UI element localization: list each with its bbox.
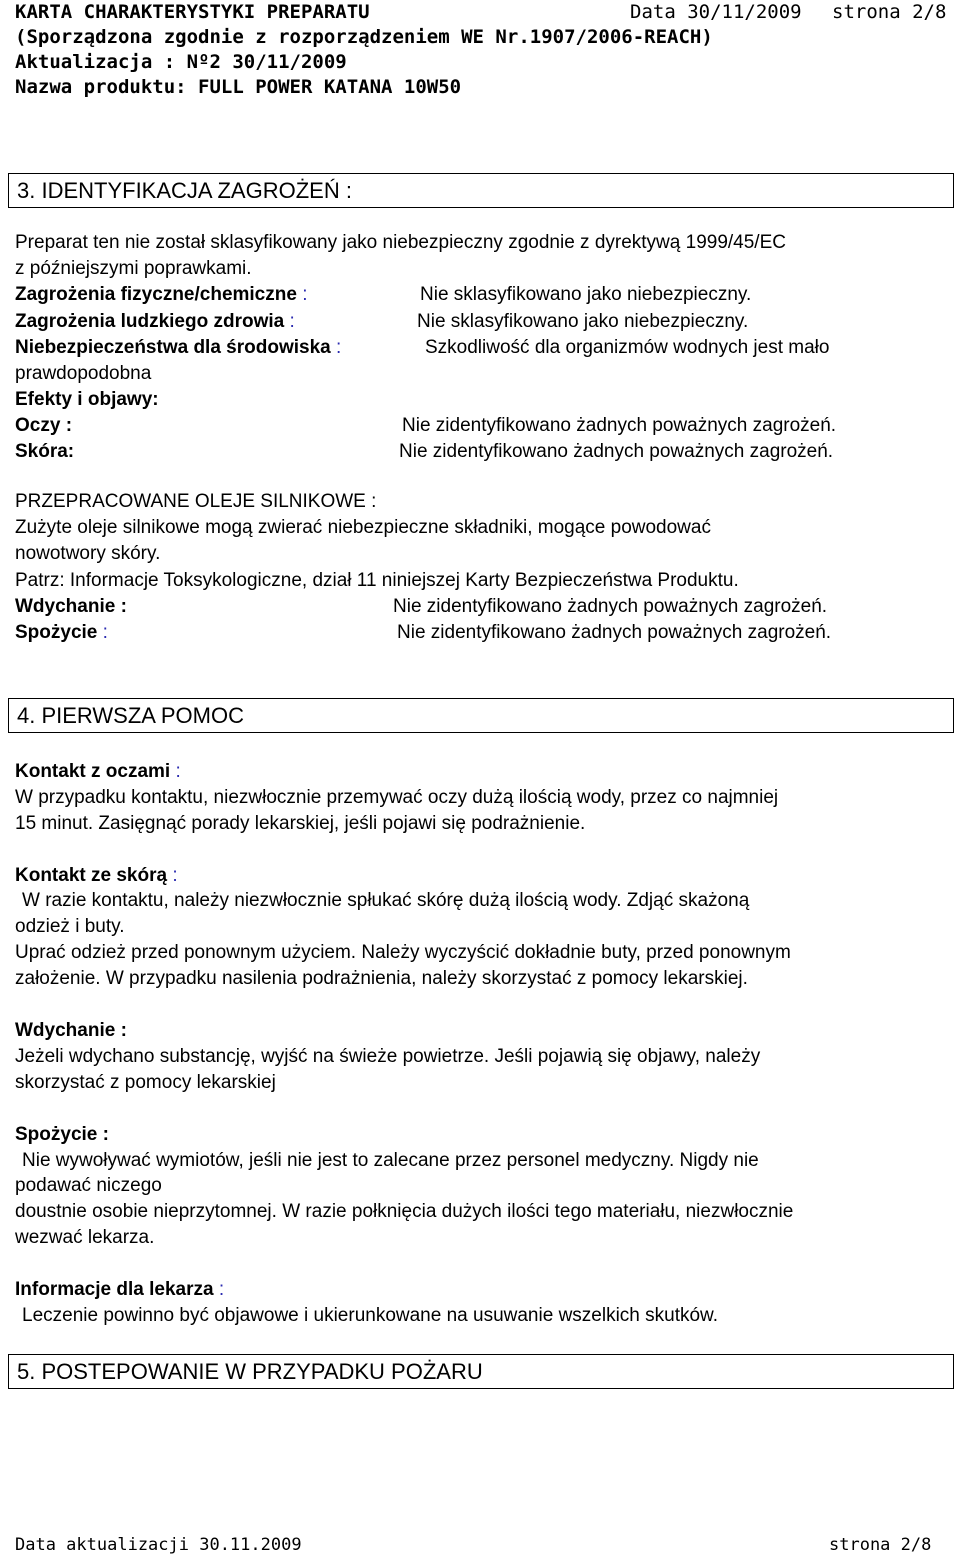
inhalation-aid-label: Wdychanie : [15, 1020, 127, 1041]
doctor-info-label: Informacje dla lekarza : [15, 1279, 225, 1300]
header-update: Aktualizacja : Nº2 30/11/2009 [15, 51, 347, 73]
effects-label: Efekty i objawy: [15, 389, 159, 410]
eye-contact-text-1: W przypadku kontaktu, niezwłocznie przemywać oczy dużą ilością wody, przez co najmniej [15, 787, 779, 808]
skin-contact-text-1: W razie kontaktu, należy niezwłocznie spłukać skórę dużą ilością wody. Zdjąć skażoną [22, 890, 750, 911]
skin-value: Nie zidentyfikowano żadnych poważnych zagrożeń. [399, 441, 834, 462]
eye-contact-label: Kontakt z oczami : [15, 761, 181, 782]
ingestion-label: Spożycie : [15, 622, 108, 643]
skin-contact-text-3: Uprać odzież przed ponownym użyciem. Należy wyczyścić dokładnie buty, przed ponownym [15, 942, 791, 963]
eyes-label: Oczy : [15, 415, 73, 436]
used-oils-text-3: Patrz: Informacje Toksykologiczne, dział 11 niniejszej Karty Bezpieczeństwa Produktu. [15, 570, 739, 591]
ingestion-aid-text-4: wezwać lekarza. [15, 1227, 155, 1248]
doctor-info-text: Leczenie powinno być objawowe i ukierunkowane na usuwanie wszelkich skutków. [22, 1305, 719, 1326]
skin-contact-text-2: odzież i buty. [15, 916, 125, 937]
inhalation-aid-text-2: skorzystać z pomocy lekarskiej [15, 1072, 276, 1093]
used-oils-text-1: Zużyte oleje silnikowe mogą zwierać niebezpieczne składniki, mogące powodować [15, 517, 711, 538]
header-date: Data 30/11/2009 [630, 1, 802, 23]
used-oils-text-2: nowotwory skóry. [15, 543, 161, 564]
ingestion-value: Nie zidentyfikowano żadnych poważnych zagrożeń. [397, 622, 832, 643]
footer-date: Data aktualizacji 30.11.2009 [15, 1535, 302, 1555]
document-title: KARTA CHARAKTERYSTYKI PREPARATU [15, 1, 370, 23]
eye-contact-text-2: 15 minut. Zasięgnąć porady lekarskiej, jeśli pojawi się podrażnienie. [15, 813, 586, 834]
ingestion-aid-label: Spożycie : [15, 1124, 109, 1145]
environment-hazard-label: Niebezpieczeństwa dla środowiska : [15, 337, 342, 358]
header-regulation: (Sporządzona zgodnie z rozporządzeniem WE Nr.1907/2006-REACH) [15, 26, 713, 48]
header-product: Nazwa produktu: FULL POWER KATANA 10W50 [15, 76, 462, 98]
inhalation-value: Nie zidentyfikowano żadnych poważnych zagrożeń. [393, 596, 828, 617]
physical-hazard-label: Zagrożenia fizyczne/chemiczne : [15, 284, 308, 305]
inhalation-aid-text-1: Jeżeli wdychano substancję, wyjść na świeże powietrze. Jeśli pojawią się objawy, należy [15, 1046, 761, 1067]
hazard-intro-line-2: z późniejszymi poprawkami. [15, 258, 252, 279]
health-hazard-value: Nie sklasyfikowano jako niebezpieczny. [417, 311, 749, 332]
footer-page: strona 2/8 [829, 1535, 932, 1555]
section-4-heading: 4. PIERWSZA POMOC [8, 698, 954, 733]
health-hazard-label: Zagrożenia ludzkiego zdrowia : [15, 311, 295, 332]
ingestion-aid-text-2: podawać niczego [15, 1175, 162, 1196]
ingestion-aid-text-1: Nie wywoływać wymiotów, jeśli nie jest to zalecane przez personel medyczny. Nigdy nie [22, 1150, 759, 1171]
physical-hazard-value: Nie sklasyfikowano jako niebezpieczny. [420, 284, 752, 305]
hazard-intro-line-1: Preparat ten nie został sklasyfikowany jako niebezpieczny zgodnie z dyrektywą 1999/45/EC [15, 232, 786, 253]
ingestion-aid-text-3: doustnie osobie nieprzytomnej. W razie połknięcia dużych ilości tego materiału, niezwłocznie [15, 1201, 794, 1222]
skin-label: Skóra: [15, 441, 75, 462]
environment-hazard-value-cont: prawdopodobna [15, 363, 152, 384]
inhalation-label: Wdychanie : [15, 596, 127, 617]
skin-contact-label: Kontakt ze skórą : [15, 865, 178, 886]
eyes-value: Nie zidentyfikowano żadnych poważnych zagrożeń. [402, 415, 837, 436]
environment-hazard-value: Szkodliwość dla organizmów wodnych jest mało [425, 337, 830, 358]
section-5-heading: 5. POSTEPOWANIE W PRZYPADKU POŻARU [8, 1354, 954, 1389]
skin-contact-text-4: założenie. W przypadku nasilenia podrażnienia, należy skorzystać z pomocy lekarskiej. [15, 968, 748, 989]
header-page: strona 2/8 [832, 1, 947, 23]
used-oils-label: PRZEPRACOWANE OLEJE SILNIKOWE : [15, 491, 377, 512]
section-3-heading: 3. IDENTYFIKACJA ZAGROŻEŃ : [8, 173, 954, 208]
